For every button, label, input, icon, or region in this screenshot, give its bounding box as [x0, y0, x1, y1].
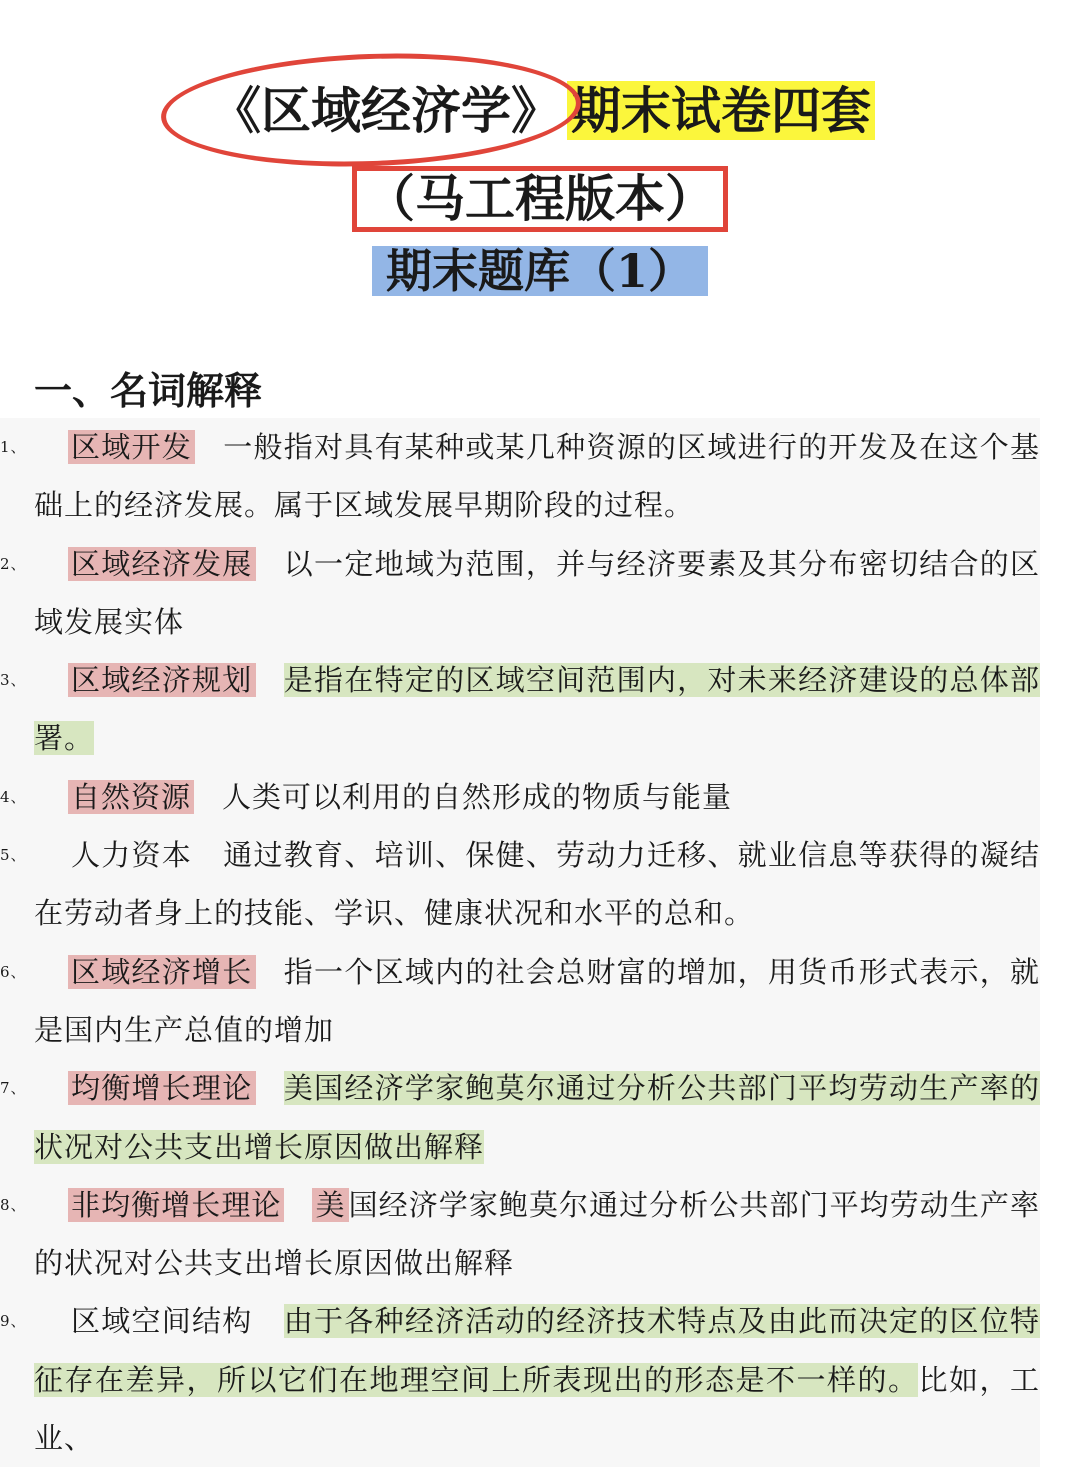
term-label: 区域空间结构	[71, 1304, 253, 1339]
definition-text: 一般指对具有某种或某几种资源的区域进行的开发及在这个基础上的经济发展。属于区域发展早期阶段的过程。	[34, 430, 1040, 523]
list-item	[0, 418, 1040, 535]
list-item	[0, 768, 1040, 826]
list-item	[0, 1292, 1040, 1467]
boxed-version: （马工程版本）	[352, 166, 728, 232]
item-number: 9、	[0, 1312, 27, 1331]
item-number: 1、	[0, 438, 27, 456]
highlighted-title: 期末试卷四套	[567, 81, 875, 140]
definition-text: 国经济学家鲍莫尔通过分析公共部门平均劳动生产率的状况对公共支出增长原因做出解释	[34, 1187, 1040, 1281]
item-number: 7、	[0, 1079, 27, 1098]
item-number: 5、	[0, 846, 27, 865]
list-item	[0, 535, 1040, 652]
subtitle-line	[0, 246, 1080, 296]
definitions-list	[0, 418, 1040, 1467]
term-label: 区域开发	[68, 430, 195, 464]
list-item	[0, 651, 1040, 768]
term-label: 均衡增长理论	[68, 1071, 256, 1105]
definition-text-highlighted: 由于各种经济活动的经济技术特点及由此而决定的区位特征存在差异，所以它们在地理空间上所表现出的形态是不一样的。	[34, 1304, 1040, 1397]
item-number: 3、	[0, 671, 27, 690]
subtitle: 期末题库（1）	[372, 246, 708, 296]
definition-first-char: 美	[312, 1188, 348, 1222]
term-label: 区域经济发展	[68, 547, 256, 581]
version-line	[0, 166, 1080, 232]
term-label: 区域经济规划	[68, 663, 256, 697]
term-label: 非均衡增长理论	[68, 1188, 284, 1222]
definition-text: 通过教育、培训、保健、劳动力迁移、就业信息等获得的凝结在劳动者身上的技能、学识、健康状况和水平的总和。	[34, 838, 1040, 931]
term-label: 人力资本	[71, 838, 193, 873]
list-item	[0, 1176, 1040, 1293]
definition-text-highlighted: 是指在特定的区域空间范围内，对未来经济建设的总体部署。	[34, 663, 1040, 756]
circled-book-title: 《区域经济学》	[205, 80, 567, 142]
definition-text: 人类可以利用的自然形成的物质与能量	[222, 779, 733, 814]
item-number: 4、	[0, 787, 27, 806]
document-title	[0, 80, 1080, 142]
item-number: 6、	[0, 962, 27, 981]
term-label: 区域经济增长	[68, 955, 256, 989]
list-item	[0, 826, 1040, 943]
list-item	[0, 943, 1040, 1060]
definition-text: 比如，工业、	[34, 1362, 1040, 1456]
definition-text: 指一个区域内的社会总财富的增加，用货币形式表示，就是国内生产总值的增加	[34, 954, 1040, 1047]
section-title: 一、名词解释	[34, 369, 263, 413]
list-item	[0, 1059, 1040, 1176]
term-label: 自然资源	[68, 780, 194, 814]
item-number: 8、	[0, 1195, 27, 1214]
item-number: 2、	[0, 554, 27, 573]
definition-text-highlighted: 美国经济学家鲍莫尔通过分析公共部门平均劳动生产率的状况对公共支出增长原因做出解释	[34, 1071, 1040, 1164]
definition-text: 以一定地域为范围，并与经济要素及其分布密切结合的区域发展实体	[34, 546, 1040, 639]
